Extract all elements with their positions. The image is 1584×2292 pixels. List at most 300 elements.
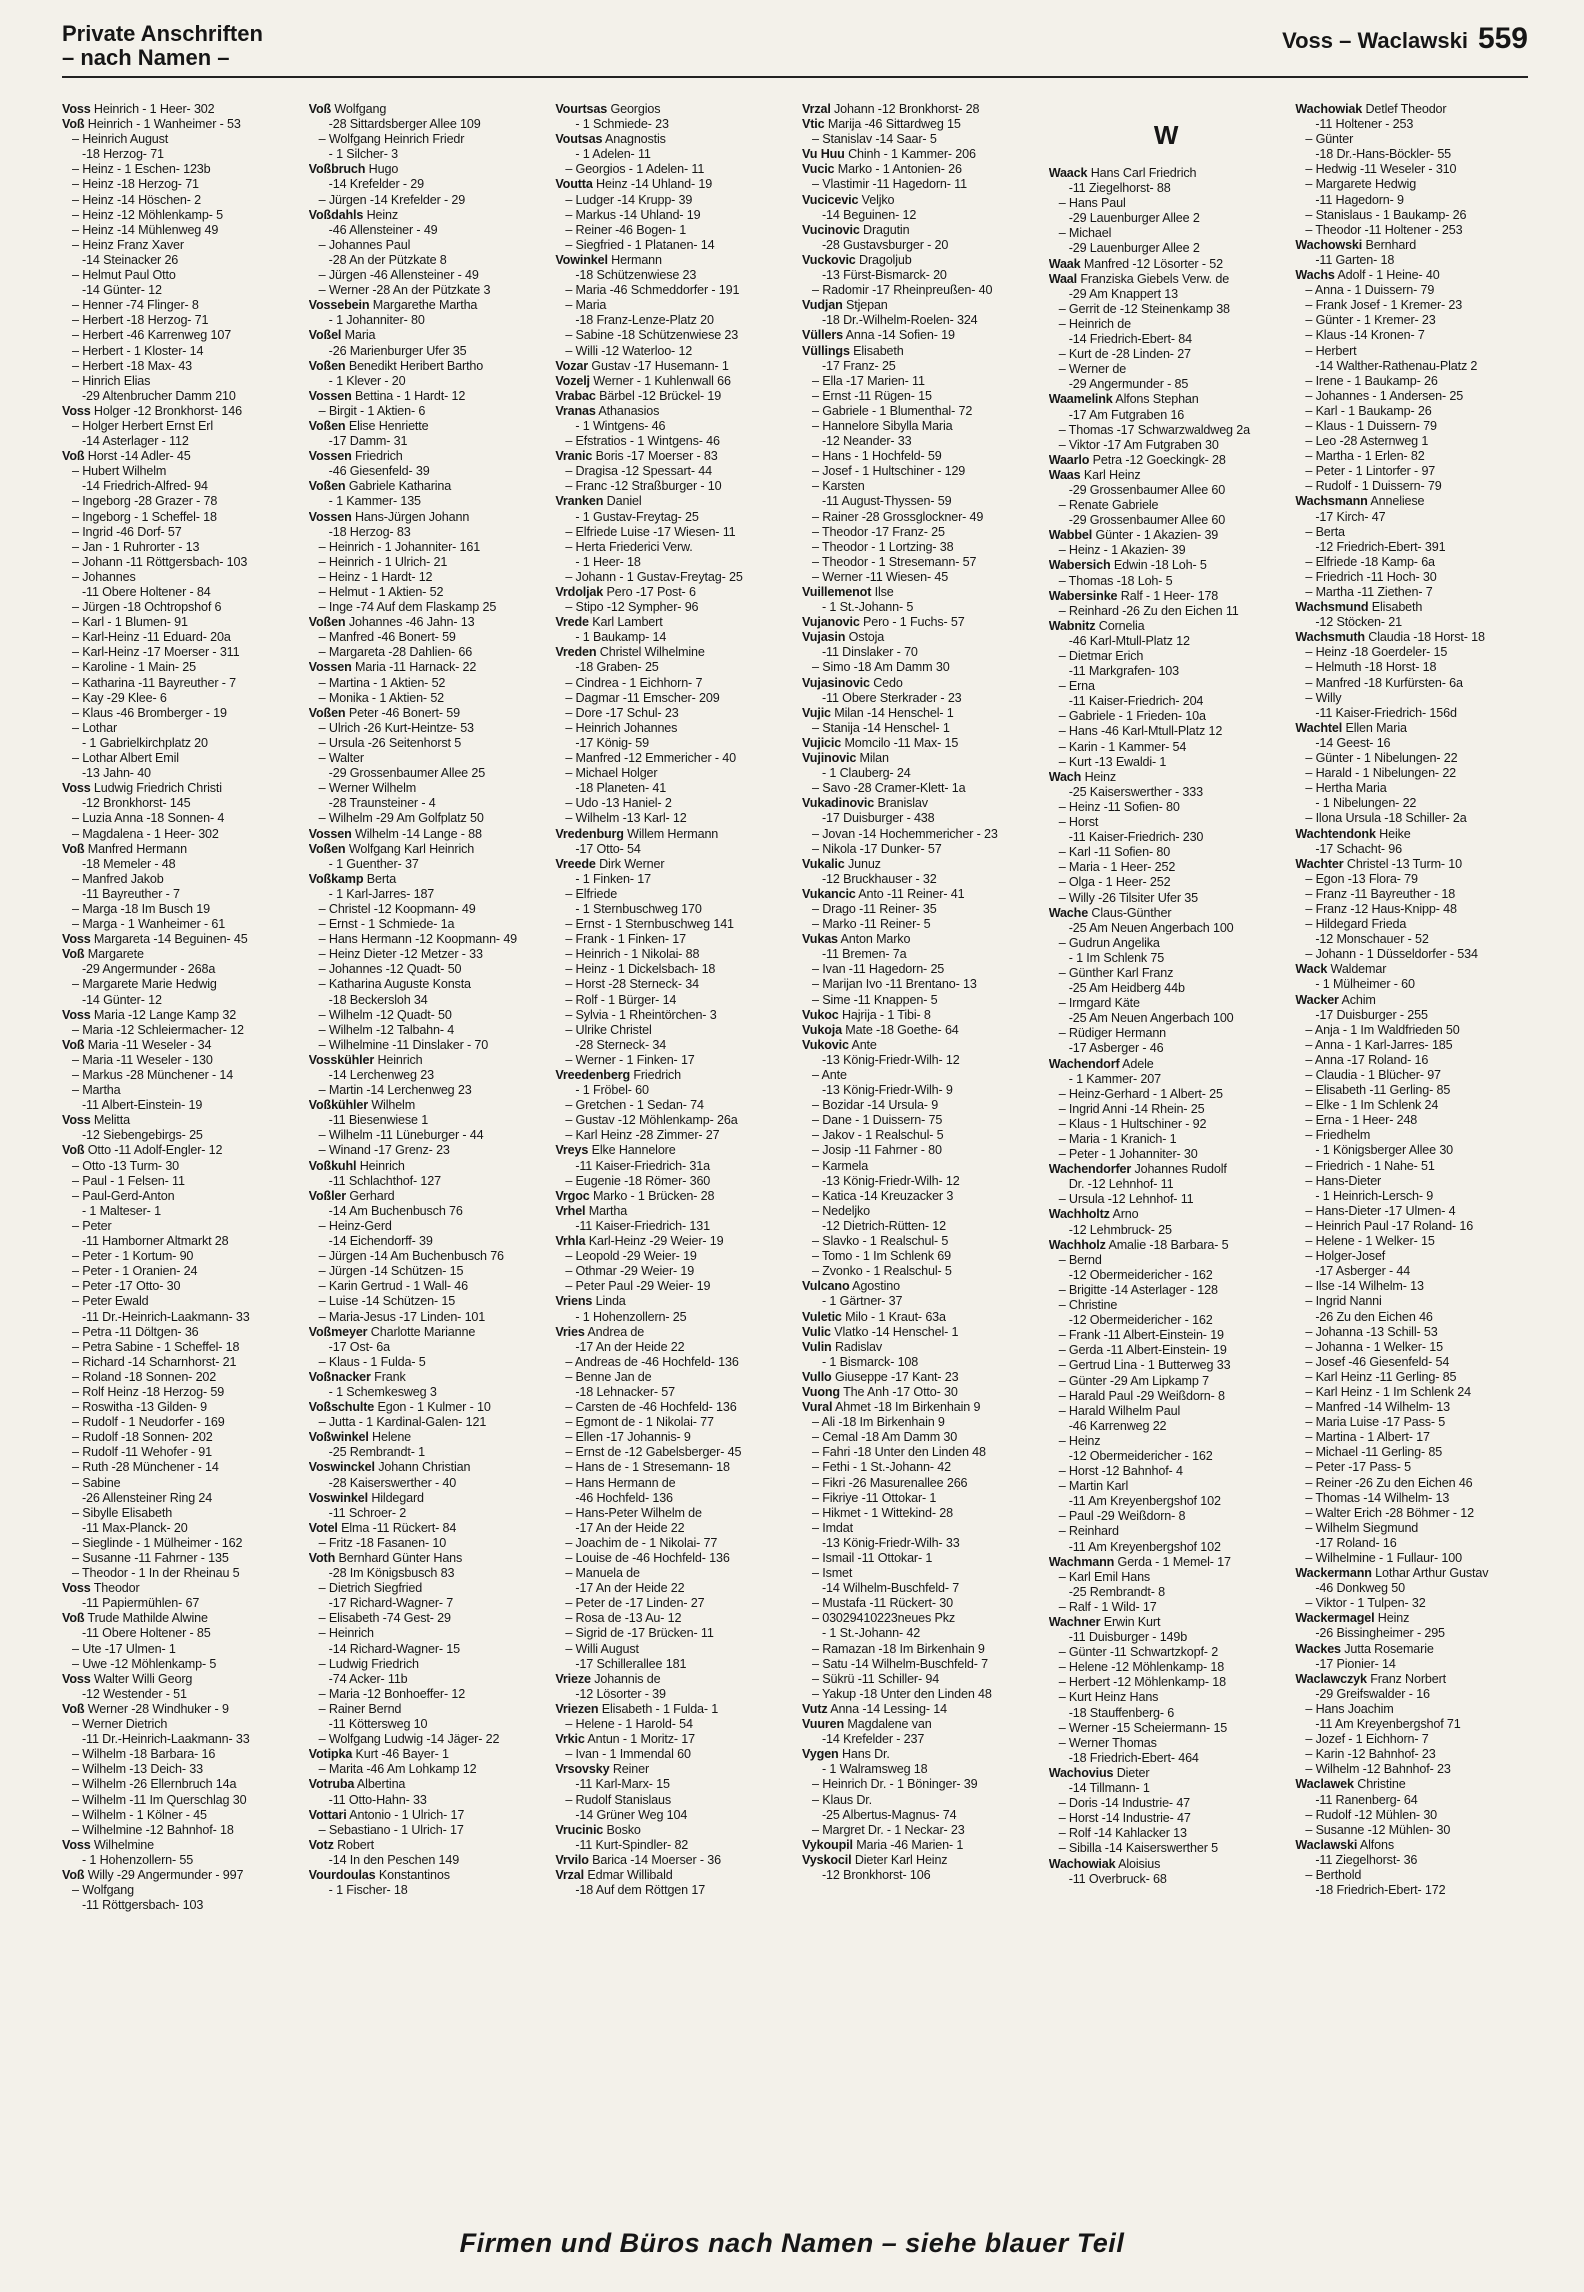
- entry-line: – Lothar Albert Emil: [62, 751, 297, 766]
- entry-line: – Margareta -28 Dahlien- 66: [309, 645, 544, 660]
- entry-address: -12 Obermeidericher - 162: [1068, 1267, 1213, 1282]
- entry-line: – Karin - 1 Kammer- 54: [1049, 740, 1284, 755]
- entry-line: – Katica -14 Kreuzacker 3: [802, 1189, 1037, 1204]
- entry-address: - 1 Karl-Jarres- 187: [328, 886, 435, 901]
- entry-line: – Andreas de -46 Hochfeld- 136: [555, 1355, 790, 1370]
- surname: Wachmann: [1048, 1554, 1115, 1569]
- entry-line: Votel Elma -11 Rückert- 84: [308, 1520, 457, 1535]
- entry-address: -14 Lerchenweg 23: [328, 1068, 434, 1082]
- entry-line: – Wilhelm -11 Lüneburger - 44: [309, 1128, 544, 1143]
- entry-line: Wachowiak Detlef Theodor: [1295, 102, 1447, 116]
- surname: Voß: [62, 117, 85, 132]
- entry-address: -11 August-Thyssen- 59: [822, 494, 952, 509]
- entry-line: – Sibylle Elisabeth: [62, 1506, 297, 1521]
- entry-line: – Günter: [1295, 132, 1530, 147]
- entry-address: -11 Markgrafen- 103: [1068, 664, 1180, 679]
- entry-line: Vüllers Anna -14 Sofien- 19: [802, 328, 955, 343]
- entry-line: – Günther Karl Franz: [1049, 966, 1284, 981]
- entry-line: – Walter Erich -28 Böhmer - 12: [1295, 1506, 1530, 1521]
- entry-line: Wack Waldemar: [1295, 962, 1387, 977]
- entry-address: -18 Franz-Lenze-Platz 20: [575, 313, 714, 328]
- entry-address: -28 Im Königsbusch 83: [328, 1566, 455, 1581]
- entry-address: -12 Friedrich-Ebert- 391: [1315, 539, 1446, 554]
- entry-line: Vuletic Milo - 1 Kraut- 63a: [802, 1309, 946, 1324]
- surname: Vreede: [555, 856, 596, 871]
- entry-line: – Josef -46 Giesenfeld- 54: [1295, 1355, 1530, 1370]
- entry-line: – Heinrich - 1 Ulrich- 21: [309, 555, 544, 570]
- entry-line: – Jakov - 1 Realschul- 5: [802, 1128, 1037, 1143]
- entry-line: – Karl Heinz -11 Gerling- 85: [1295, 1370, 1530, 1385]
- surname: Waal: [1048, 271, 1078, 286]
- surname: Wachsmann: [1295, 494, 1368, 509]
- entry-line: Vossen Hans-Jürgen Johann: [308, 509, 470, 524]
- entry-line: – Stanislaus - 1 Baukamp- 26: [1295, 208, 1530, 223]
- surname: Vriezen: [555, 1701, 599, 1716]
- entry-line: Wabnitz Cornelia: [1048, 618, 1145, 633]
- page-number: 559: [1477, 22, 1528, 55]
- entry-line: – Ingeborg - 1 Scheffel- 18: [62, 510, 297, 525]
- entry-line: – Michael Holger: [555, 766, 790, 781]
- entry-line: – Ursula -12 Lehnhof- 11: [1049, 1192, 1284, 1207]
- entry-line: Waack Hans Carl Friedrich: [1048, 166, 1197, 180]
- entry-line: – Elisabeth -11 Gerling- 85: [1295, 1083, 1530, 1098]
- entry-line: – Reinhard: [1049, 1524, 1284, 1539]
- surname: Voßen: [308, 418, 346, 433]
- directory-columns: [62, 102, 1530, 2202]
- surname: Vuong: [802, 1384, 840, 1399]
- entry-address: -11 Röttgersbach- 103: [82, 1898, 204, 1913]
- surname: Wachowski: [1295, 237, 1363, 252]
- surname: Vukoja: [802, 1022, 842, 1037]
- entry-line: Vujinovic Milan: [802, 751, 889, 766]
- entry-line: – Heinrich - 1 Nikolai- 88: [555, 947, 790, 962]
- entry-address: - 1 Bismarck- 108: [822, 1354, 919, 1369]
- entry-line: Vowinkel Hermann: [555, 252, 662, 267]
- surname: Wach: [1048, 769, 1082, 784]
- entry-line: – Heinz -18 Goerdeler- 15: [1295, 645, 1530, 660]
- surname: Vosskühler: [308, 1052, 375, 1067]
- surname: Vujanovic: [802, 615, 860, 630]
- entry-line: – Karin -12 Bahnhof- 23: [1295, 1747, 1530, 1762]
- entry-address: -11 Kaiser-Friedrich- 131: [575, 1218, 710, 1233]
- entry-address: -18 Friedrich-Ebert- 464: [1068, 1750, 1199, 1765]
- entry-line: – Elfriede Luise -17 Wiesen- 11: [555, 525, 790, 540]
- entry-line: – Thomas -14 Wilhelm- 13: [1295, 1491, 1530, 1506]
- entry-address: -11 Kaiser-Friedrich- 204: [1068, 694, 1204, 709]
- entry-address: -11 Duisburger - 149b: [1068, 1630, 1188, 1645]
- entry-line: – Herbert -18 Herzog- 71: [62, 313, 297, 328]
- entry-address: - 1 Wintgens- 46: [575, 418, 666, 433]
- entry-address: -13 König-Friedr-Wilh- 12: [822, 1173, 960, 1188]
- entry-line: – Franz -11 Bayreuther - 18: [1295, 887, 1530, 902]
- surname: Voutta: [555, 177, 593, 192]
- entry-line: Vüllings Elisabeth: [802, 343, 904, 358]
- surname: Voßkamp: [308, 871, 364, 886]
- entry-line: – Dietrich Siegfried: [309, 1581, 544, 1596]
- entry-line: – Peter: [62, 1219, 297, 1234]
- entry-address: -14 Beguinen- 12: [822, 207, 917, 222]
- entry-line: – Lothar: [62, 721, 297, 736]
- entry-line: – Wilhelmine -11 Dinslaker - 70: [309, 1038, 544, 1053]
- entry-line: – Günter - 1 Nibelungen- 22: [1295, 751, 1530, 766]
- entry-line: – Werner Wilhelm: [309, 781, 544, 796]
- entry-line: Vucicevic Veljko: [802, 192, 895, 207]
- entry-address: - 1 Schmiede- 23: [575, 117, 669, 132]
- entry-address: -11 Max-Planck- 20: [82, 1520, 188, 1535]
- entry-address: -18 Beckersloh 34: [328, 992, 428, 1007]
- surname: Wabersinke: [1048, 588, 1118, 603]
- entry-address: -25 Rembrandt- 1: [328, 1445, 425, 1460]
- entry-address: -11 Albert-Einstein- 19: [82, 1098, 203, 1113]
- entry-line: – Willi August: [555, 1642, 790, 1657]
- entry-address: -17 Duisburger - 438: [822, 811, 935, 826]
- section-letter: W: [1153, 120, 1179, 150]
- entry-line: – Harald Paul -29 Weißdorn- 8: [1049, 1389, 1284, 1404]
- entry-line: – Heinz - 1 Dickelsbach- 18: [555, 962, 790, 977]
- entry-line: – Marga - 1 Wanheimer - 61: [62, 917, 297, 932]
- surname: Vries: [555, 1324, 585, 1339]
- entry-line: – Rolf Heinz -18 Herzog- 59: [62, 1385, 297, 1400]
- entry-line: – Heinz -12 Möhlenkamp- 5: [62, 208, 297, 223]
- surname: Voss: [62, 1113, 91, 1128]
- entry-address: -12 Lehmbruck- 25: [1068, 1222, 1172, 1237]
- entry-address: -12 Monschauer - 52: [1315, 932, 1429, 947]
- entry-line: – Petra -11 Döltgen- 36: [62, 1325, 297, 1340]
- entry-address: -14 Geest- 16: [1315, 735, 1391, 750]
- surname: Vrkic: [555, 1732, 585, 1747]
- entry-line: Vranken Daniel: [555, 494, 642, 509]
- entry-line: – Wolfgang Heinrich Friedr: [309, 132, 544, 147]
- entry-line: Waclawczyk Franz Norbert: [1295, 1671, 1446, 1686]
- entry-line: – Dagmar -11 Emscher- 209: [555, 691, 790, 706]
- entry-line: – Ernst - 1 Sternbuschweg 141: [555, 917, 790, 932]
- entry-line: Votz Robert: [308, 1837, 374, 1852]
- entry-line: – Karsten: [802, 479, 1037, 494]
- entry-line: – Roswitha -13 Gilden- 9: [62, 1400, 297, 1415]
- entry-line: Voutsas Anagnostis: [555, 132, 666, 147]
- entry-address: -29 Lauenburger Allee 2: [1068, 241, 1200, 256]
- surname: Voß: [62, 1143, 85, 1158]
- entry-line: Vossen Friedrich: [308, 449, 403, 464]
- surname: Vujic: [802, 705, 831, 720]
- entry-address: -46 Hochfeld- 136: [575, 1490, 673, 1505]
- entry-line: – Katharina Auguste Konsta: [309, 977, 544, 992]
- entry-address: -11 Ziegelhorst- 36: [1315, 1852, 1418, 1867]
- entry-line: Vuckovic Dragoljub: [802, 252, 912, 267]
- entry-line: – Roland -18 Sonnen- 202: [62, 1370, 297, 1385]
- entry-line: – Friedrich -11 Hoch- 30: [1295, 570, 1530, 585]
- entry-line: – Ernst - 1 Schmiede- 1a: [309, 917, 544, 932]
- entry-line: – Paul - 1 Felsen- 11: [62, 1174, 297, 1189]
- entry-line: – Fritz -18 Fasanen- 10: [309, 1536, 544, 1551]
- surname: Vujinovic: [802, 751, 857, 766]
- surname: Vuuren: [802, 1717, 845, 1732]
- entry-line: – Willy -26 Tilsiter Ufer 35: [1049, 891, 1284, 906]
- entry-address: -17 Otto- 54: [575, 841, 641, 856]
- entry-line: – Martin Karl: [1049, 1479, 1284, 1494]
- entry-line: – Hans Joachim: [1295, 1702, 1530, 1717]
- entry-line: – Ruth -28 Münchener - 14: [62, 1460, 297, 1475]
- surname: Vriens: [555, 1294, 593, 1309]
- entry-address: -29 Grossenbaumer Allee 60: [1068, 482, 1226, 497]
- entry-line: Vourdoulas Konstantinos: [308, 1867, 450, 1882]
- entry-line: – Jan - 1 Ruhrorter - 13: [62, 540, 297, 555]
- entry-line: – Heinrich Dr. - 1 Böninger- 39: [802, 1777, 1037, 1792]
- entry-line: – Efstratios - 1 Wintgens- 46: [555, 434, 790, 449]
- entry-address: - 1 Klever - 20: [328, 373, 406, 388]
- entry-address: -29 Am Knappert 13: [1068, 286, 1179, 301]
- surname: Voutsas: [555, 132, 603, 147]
- surname: Vossen: [308, 826, 352, 841]
- entry-line: – Mustafa -11 Rückert- 30: [802, 1596, 1037, 1611]
- entry-line: – Maria - 1 Kranich- 1: [1049, 1132, 1284, 1147]
- entry-address: -29 Angermunder - 268a: [82, 962, 216, 977]
- entry-line: – Helmut Paul Otto: [62, 268, 297, 283]
- entry-line: – 03029410223neues Pkz: [802, 1611, 1037, 1626]
- entry-address: -11 Biesenwiese 1: [328, 1113, 429, 1128]
- entry-line: – Rolf - 1 Bürger- 14: [555, 993, 790, 1008]
- entry-line: – Gretchen - 1 Sedan- 74: [555, 1098, 790, 1113]
- surname: Vuletic: [802, 1309, 842, 1324]
- entry-line: – Anna - 1 Karl-Jarres- 185: [1295, 1038, 1530, 1053]
- directory-column-2: [309, 102, 544, 2202]
- entry-line: – Gudrun Angelika: [1049, 936, 1284, 951]
- entry-line: – Heinz -14 Mühlenweg 49: [62, 223, 297, 238]
- surname: Wachholz: [1048, 1237, 1106, 1252]
- entry-line: Vrabac Bärbel -12 Brückel- 19: [555, 388, 722, 403]
- entry-address: -26 Marienburger Ufer 35: [328, 343, 467, 358]
- entry-line: – Heinz -18 Herzog- 71: [62, 177, 297, 192]
- entry-line: Vujicic Momcilo -11 Max- 15: [802, 735, 959, 750]
- entry-line: – Brigitte -14 Asterlager - 128: [1049, 1283, 1284, 1298]
- entry-line: Vrkic Antun - 1 Moritz- 17: [555, 1732, 695, 1747]
- entry-line: Voss Maria -12 Lange Kamp 32: [62, 1007, 237, 1022]
- entry-line: – Gerrit de -12 Steinenkamp 38: [1049, 302, 1284, 317]
- surname: Voß: [62, 1037, 85, 1052]
- entry-line: – Ernst -11 Rügen- 15: [802, 389, 1037, 404]
- surname: Vujasinovic: [802, 675, 870, 690]
- entry-line: Vossebein Margarethe Martha: [308, 298, 478, 313]
- entry-line: Vu Huu Chinh - 1 Kammer- 206: [802, 147, 976, 162]
- entry-address: -18 Memeler - 48: [82, 856, 176, 871]
- entry-line: – Ivan - 1 Immendal 60: [555, 1747, 790, 1762]
- entry-line: – Rainer -28 Grossglockner- 49: [802, 510, 1037, 525]
- surname: Vudjan: [802, 298, 843, 313]
- entry-line: Vuuren Magdalene van: [802, 1717, 932, 1732]
- surname: Wachter: [1295, 856, 1344, 871]
- entry-line: – Hans-Dieter: [1295, 1174, 1530, 1189]
- surname: Vottari: [308, 1807, 347, 1822]
- entry-line: – Ismail -11 Ottokar- 1: [802, 1551, 1037, 1566]
- entry-line: – Peter -17 Pass- 5: [1295, 1460, 1530, 1475]
- entry-address: -14 Tillmann- 1: [1068, 1781, 1150, 1796]
- entry-line: Vrdoljak Pero -17 Post- 6: [555, 585, 696, 599]
- entry-address: -17 Asberger - 46: [1068, 1041, 1164, 1056]
- entry-line: Wachner Erwin Kurt: [1048, 1615, 1161, 1629]
- entry-address: -11 Dinslaker - 70: [822, 645, 918, 660]
- entry-address: -28 An der Pützkate 8: [328, 252, 447, 267]
- entry-line: – Fethi - 1 St.-Johann- 42: [802, 1460, 1037, 1475]
- entry-line: – Maria -11 Weseler - 130: [62, 1053, 297, 1068]
- entry-line: Wachtendonk Heike: [1295, 826, 1411, 841]
- entry-line: – Kurt de -28 Linden- 27: [1049, 347, 1284, 362]
- surname: Vukancic: [802, 886, 856, 901]
- entry-line: – Susanne -11 Fahrner - 135: [62, 1551, 297, 1566]
- entry-line: – Wilhelm -13 Deich- 33: [62, 1762, 297, 1777]
- entry-address: -17 Roland- 16: [1315, 1535, 1397, 1550]
- entry-line: Voss Margareta -14 Beguinen- 45: [62, 932, 248, 947]
- entry-line: – Ilona Ursula -18 Schiller- 2a: [1295, 811, 1530, 826]
- entry-line: – Jutta - 1 Kardinal-Galen- 121: [309, 1415, 544, 1430]
- entry-line: – Margret Dr. - 1 Neckar- 23: [802, 1823, 1037, 1838]
- entry-line: Wachovius Dieter: [1048, 1765, 1150, 1780]
- entry-line: – Heinz-Gerd: [309, 1219, 544, 1234]
- entry-line: – Anja - 1 Im Waldfrieden 50: [1295, 1023, 1530, 1038]
- entry-address: -11 Kaiser-Friedrich- 156d: [1315, 705, 1457, 720]
- entry-line: – Willy: [1295, 691, 1530, 706]
- surname: Voss: [62, 1837, 91, 1852]
- entry-line: – Cemal -18 Am Damm 30: [802, 1430, 1037, 1445]
- entry-line: Voß Margarete: [62, 947, 144, 962]
- entry-line: – Klaus - 1 Hultschiner - 92: [1049, 1117, 1284, 1132]
- entry-line: Wachowiak Aloisius: [1048, 1856, 1161, 1871]
- entry-line: – Ali -18 Im Birkenhain 9: [802, 1415, 1037, 1430]
- entry-address: - 1 Fischer- 18: [328, 1883, 408, 1898]
- entry-line: – Karin Gertrud - 1 Wall- 46: [309, 1279, 544, 1294]
- entry-line: – Simo -18 Am Damm 30: [802, 660, 1037, 675]
- entry-address: -11 Bayreuther - 7: [82, 886, 180, 901]
- entry-line: Wachmann Gerda - 1 Memel- 17: [1048, 1554, 1231, 1569]
- surname: Wachholtz: [1048, 1207, 1110, 1222]
- entry-line: – Werner Thomas: [1049, 1736, 1284, 1751]
- entry-line: – Sylvia - 1 Rheintörchen- 3: [555, 1008, 790, 1023]
- entry-line: – Werner -28 An der Pützkate 3: [309, 283, 544, 298]
- surname: Voßen: [308, 705, 346, 720]
- entry-line: – Karl Heinz -28 Zimmer- 27: [555, 1128, 790, 1143]
- entry-line: – Karoline - 1 Main- 25: [62, 660, 297, 675]
- entry-line: Voß Willy -29 Angermunder - 997: [62, 1867, 244, 1882]
- entry-address: -17 Damm- 31: [328, 434, 408, 449]
- surname: Vranken: [555, 494, 604, 509]
- entry-address: -18 Dr.-Wilhelm-Roelen- 324: [822, 313, 978, 328]
- entry-line: Vossen Bettina - 1 Hardt- 12: [308, 388, 466, 403]
- surname: Voss: [62, 403, 91, 418]
- entry-address: -11 Holtener - 253: [1315, 117, 1414, 132]
- surname: Vrede: [555, 615, 589, 630]
- surname: Vrzal: [555, 1867, 584, 1882]
- entry-line: – Satu -14 Wilhelm-Buschfeld- 7: [802, 1657, 1037, 1672]
- entry-line: Voss Walter Willi Georg: [62, 1671, 193, 1686]
- surname: Voßen: [308, 479, 346, 494]
- entry-line: Vrhla Karl-Heinz -29 Weier- 19: [555, 1234, 724, 1249]
- entry-line: – Fikri -26 Masurenallee 266: [802, 1476, 1037, 1491]
- entry-line: – Rudolf - 1 Neudorfer - 169: [62, 1415, 297, 1430]
- entry-address: -17 König- 59: [575, 735, 650, 750]
- surname: Voss: [62, 1007, 91, 1022]
- entry-line: – Hannelore Sibylla Maria: [802, 419, 1037, 434]
- entry-line: – Renate Gabriele: [1049, 498, 1284, 513]
- entry-address: -12 Bronkhorst- 145: [82, 796, 191, 811]
- entry-line: – Irene - 1 Baukamp- 26: [1295, 374, 1530, 389]
- entry-line: Vukadinovic Branislav: [802, 796, 928, 811]
- entry-line: – Ernst de -12 Gabelsberger- 45: [555, 1445, 790, 1460]
- entry-line: Vreedenberg Friedrich: [555, 1068, 681, 1082]
- entry-line: – Wilhelm -29 Am Golfplatz 50: [309, 811, 544, 826]
- entry-line: – Peter - 1 Lintorfer - 97: [1295, 464, 1530, 479]
- entry-address: -18 Schützenwiese 23: [575, 268, 697, 283]
- surname: Voßmeyer: [308, 1324, 368, 1339]
- entry-line: – Rudolf - 1 Duissern- 79: [1295, 479, 1530, 494]
- entry-address: - 1 Nibelungen- 22: [1315, 796, 1417, 811]
- surname: Vranic: [555, 449, 593, 464]
- entry-line: – Hans Hermann de: [555, 1476, 790, 1491]
- entry-address: - 1 Silcher- 3: [328, 147, 398, 162]
- entry-line: Voßnacker Frank: [308, 1369, 406, 1384]
- entry-line: – Karl Emil Hans: [1049, 1570, 1284, 1585]
- entry-line: – Hildegard Frieda: [1295, 917, 1530, 932]
- entry-line: – Irmgard Käte: [1049, 996, 1284, 1011]
- surname: Vrsovsky: [555, 1762, 610, 1777]
- entry-line: – Willi -12 Waterloo- 12: [555, 344, 790, 359]
- entry-address: Dr. -12 Lehnhof- 11: [1068, 1177, 1174, 1192]
- surname: Voßdahls: [308, 207, 364, 222]
- entry-address: -17 Schillerallee 181: [575, 1656, 687, 1671]
- entry-line: – Hans - 1 Hochfeld- 59: [802, 449, 1037, 464]
- entry-line: – Friedrich - 1 Nahe- 51: [1295, 1159, 1530, 1174]
- entry-line: – Marijan Ivo -11 Brentano- 13: [802, 977, 1037, 992]
- entry-line: Vreys Elke Hannelore: [555, 1143, 676, 1158]
- entry-line: – Stipo -12 Sympher- 96: [555, 600, 790, 615]
- entry-line: – Erna - 1 Heer- 248: [1295, 1113, 1530, 1128]
- entry-line: Voß Heinrich - 1 Wanheimer - 53: [62, 117, 241, 132]
- entry-line: – Wilhelm -11 Im Querschlag 30: [62, 1793, 297, 1808]
- entry-line: – Claudia - 1 Blücher- 97: [1295, 1068, 1530, 1083]
- entry-line: Waclawek Christine: [1295, 1777, 1406, 1792]
- entry-line: – Christine: [1049, 1298, 1284, 1313]
- entry-address: -13 König-Friedr-Wilh- 12: [822, 1052, 960, 1067]
- entry-line: – Günter - 1 Kremer- 23: [1295, 313, 1530, 328]
- entry-address: -12 Bruckhauser - 32: [822, 871, 937, 886]
- entry-line: – Peter - 1 Oranien- 24: [62, 1264, 297, 1279]
- entry-line: Vujanovic Pero - 1 Fuchs- 57: [802, 615, 965, 630]
- entry-line: Vygen Hans Dr.: [802, 1747, 890, 1762]
- surname: Voss: [62, 102, 91, 116]
- entry-line: – Johann - 1 Gustav-Freytag- 25: [555, 570, 790, 585]
- entry-address: -26 Allensteiner Ring 24: [82, 1490, 213, 1505]
- entry-line: – Klaus -46 Bromberger - 19: [62, 706, 297, 721]
- entry-line: – Wilhelm -18 Barbara- 16: [62, 1747, 297, 1762]
- surname: Waas: [1048, 467, 1081, 482]
- entry-address: - 1 Walramsweg 18: [822, 1762, 928, 1777]
- entry-line: Wachendorf Adele: [1048, 1056, 1154, 1071]
- entry-line: Vrucinic Bosko: [555, 1822, 641, 1837]
- section-title-line2: – nach Namen –: [62, 45, 230, 70]
- entry-line: Vuong The Anh -17 Otto- 30: [802, 1384, 958, 1399]
- entry-line: – Jürgen -14 Schützen- 15: [309, 1264, 544, 1279]
- entry-line: Voßbruch Hugo: [308, 162, 399, 177]
- entry-address: -18 Planeten- 41: [575, 781, 667, 796]
- entry-line: Vrvilo Barica -14 Moerser - 36: [555, 1852, 721, 1867]
- entry-address: -11 Dr.-Heinrich-Laakmann- 33: [82, 1732, 250, 1747]
- entry-address: -14 Steinacker 26: [82, 252, 179, 267]
- surname: Voß: [62, 1611, 85, 1626]
- entry-line: – Manfred -46 Bonert- 59: [309, 630, 544, 645]
- entry-line: Votruba Albertina: [308, 1777, 406, 1792]
- surname: Wackermagel: [1295, 1611, 1375, 1626]
- entry-line: – Martin -14 Lerchenweg 23: [309, 1083, 544, 1098]
- entry-line: – Rudolf Stanislaus: [555, 1793, 790, 1808]
- entry-line: – Horst -12 Bahnhof- 4: [1049, 1464, 1284, 1479]
